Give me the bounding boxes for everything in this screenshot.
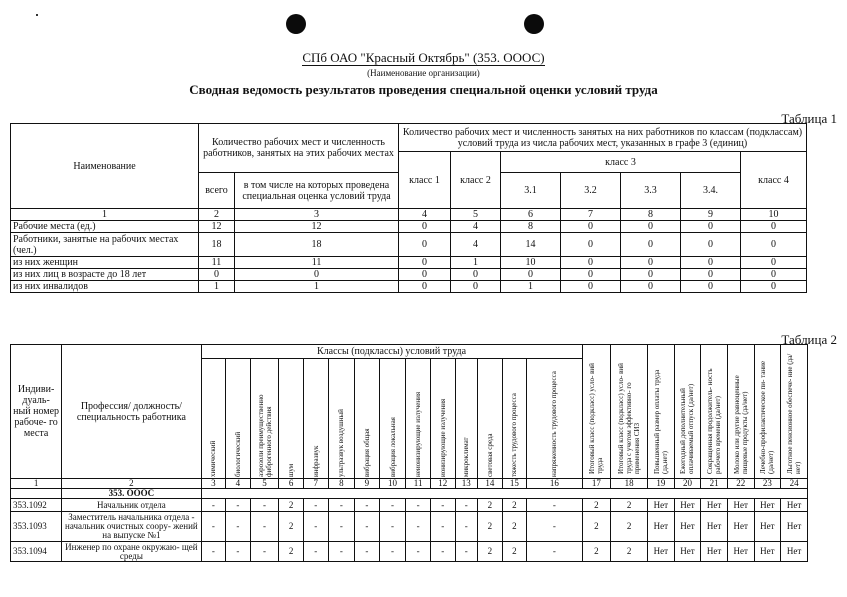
t2-cell: - [430, 542, 455, 562]
t1-column-numbers [11, 209, 807, 221]
t1-header-class3: класс 3 [501, 152, 741, 173]
t2-workplace-id: 353.1093 [11, 512, 62, 542]
t1-cell: 0 [681, 221, 741, 233]
t1-row-label: из них лиц в возрасте до 18 лет [11, 269, 199, 281]
t2-header-factor [527, 359, 582, 479]
t2-header-factor [328, 359, 355, 479]
t2-col-number: 20 [674, 479, 701, 489]
t1-cell: 18 [199, 233, 235, 257]
t2-cell: 2 [582, 542, 611, 562]
t2-cell: Нет [781, 499, 808, 512]
t2-cell: - [379, 512, 406, 542]
t2-header-factor [430, 359, 455, 479]
t2-cell: 2 [279, 499, 304, 512]
t2-col-number: 11 [406, 479, 431, 489]
t2-header-factor-label: химический [209, 440, 218, 477]
t1-cell: 1 [451, 257, 501, 269]
t2-profession: Начальник отдела [62, 499, 201, 512]
t2-col-number: 9 [355, 479, 380, 489]
t2-col-number: 13 [455, 479, 478, 489]
t1-header-name: Наименование [11, 124, 199, 209]
t2-header-factor [502, 359, 527, 479]
t2-header-profession: Профессия/ должность/ специальность работника [62, 345, 201, 479]
t2-cell: 2 [611, 499, 648, 512]
t2-cell: - [527, 499, 582, 512]
scan-speck [36, 14, 38, 16]
t2-cell: - [250, 512, 279, 542]
t2-header-result-3: Повышенный размер оплаты труда (да,нет) [648, 345, 675, 479]
table-row [11, 257, 807, 269]
t2-header-factor [279, 359, 304, 479]
t2-cell: Нет [754, 512, 781, 542]
punch-hole-left [286, 14, 306, 34]
t1-cell: 4 [451, 221, 501, 233]
t2-header-result-1: Итоговый класс (подкласс) усло- вий труда [582, 345, 611, 479]
t1-cell: 0 [621, 281, 681, 293]
t2-cell: Нет [781, 512, 808, 542]
t1-cell: 0 [681, 269, 741, 281]
t2-cell: 2 [582, 512, 611, 542]
t2-col-number: 22 [727, 479, 754, 489]
t1-cell: 0 [561, 233, 621, 257]
t2-cell: - [355, 512, 380, 542]
t1-col-number: 8 [621, 209, 681, 221]
t2-col-number: 8 [328, 479, 355, 489]
t2-header-factor [303, 359, 328, 479]
t1-col-number: 2 [199, 209, 235, 221]
t1-cell: 0 [621, 233, 681, 257]
t2-cell: - [328, 542, 355, 562]
t1-row-label: Работники, занятые на рабочих местах (чел.) [11, 233, 199, 257]
t2-cell: - [328, 499, 355, 512]
t2-cell: - [455, 512, 478, 542]
t2-header-factor [226, 359, 251, 479]
t1-header-class31: 3.1 [501, 173, 561, 209]
t2-header-result-6: Молоко или другие равноценные пищевые продукты (да/нет) [727, 345, 754, 479]
t1-cell: 0 [741, 269, 807, 281]
t1-header-class4: класс 4 [741, 152, 807, 209]
t1-cell: 0 [399, 233, 451, 257]
t1-col-number: 7 [561, 209, 621, 221]
t1-header-class2: класс 2 [451, 152, 501, 209]
t2-col-number: 19 [648, 479, 675, 489]
t2-header-factor-label: вибрация локальная [388, 416, 397, 477]
t2-col-number: 4 [226, 479, 251, 489]
t1-cell: 0 [741, 233, 807, 257]
t2-cell: - [303, 542, 328, 562]
t2-cell: - [406, 512, 431, 542]
t1-col-number: 9 [681, 209, 741, 221]
table-row [11, 281, 807, 293]
t1-header-class1: класс 1 [399, 152, 451, 209]
t1-col-number: 10 [741, 209, 807, 221]
t1-cell: 0 [621, 269, 681, 281]
t1-header-class32: 3.2 [561, 173, 621, 209]
t2-cell: 2 [582, 499, 611, 512]
t2-cell: - [355, 542, 380, 562]
t1-col-number: 6 [501, 209, 561, 221]
t2-col-number: 16 [527, 479, 582, 489]
t2-header-factor [406, 359, 431, 479]
t2-header-result-5: Сокращенная продолжитель- ность рабочего времени (да/нет) [701, 345, 728, 479]
t2-cell: Нет [648, 499, 675, 512]
t2-cell: 2 [478, 499, 503, 512]
t1-cell: 0 [621, 257, 681, 269]
t2-workplace-id: 353.1094 [11, 542, 62, 562]
t2-col-number: 5 [250, 479, 279, 489]
t2-header-factor-label: неионизирующие излучения [414, 391, 423, 477]
table-row [11, 269, 807, 281]
t2-cell: - [379, 542, 406, 562]
t2-cell: 2 [502, 512, 527, 542]
t2-cell: - [430, 499, 455, 512]
t1-header-assessed: в том числе на которых проведена специальная оценка условий труда [235, 173, 399, 209]
t1-cell: 0 [561, 281, 621, 293]
t2-cell: - [201, 499, 226, 512]
t2-cell: - [328, 512, 355, 542]
t2-cell: 2 [478, 542, 503, 562]
t1-cell: 18 [235, 233, 399, 257]
t2-header-result-8: Льготное пенсионное обеспече- ние (да/нет) [781, 345, 808, 479]
t1-cell: 0 [451, 281, 501, 293]
t2-cell: Нет [701, 512, 728, 542]
t1-cell: 0 [561, 269, 621, 281]
t2-section-title: 353. ОООС [62, 489, 201, 499]
t2-cell: Нет [754, 542, 781, 562]
t1-col-number: 1 [11, 209, 199, 221]
t2-cell: - [201, 512, 226, 542]
t1-cell: 1 [235, 281, 399, 293]
t2-header-factor-label: инфразвук [311, 445, 320, 477]
t2-cell: Нет [754, 499, 781, 512]
t2-header-result-7: Лечебно-профилактическое пи- тание (да/нет) [754, 345, 781, 479]
t2-header-factor [379, 359, 406, 479]
t2-cell: 2 [279, 512, 304, 542]
t1-cell: 0 [399, 269, 451, 281]
t2-cell: Нет [648, 512, 675, 542]
t1-cell: 12 [199, 221, 235, 233]
t1-col-number: 3 [235, 209, 399, 221]
t1-cell: 11 [235, 257, 399, 269]
t1-col-number: 4 [399, 209, 451, 221]
t1-body [11, 221, 807, 293]
t1-cell: 0 [561, 221, 621, 233]
t2-col-number: 1 [11, 479, 62, 489]
t2-cell: 2 [502, 542, 527, 562]
t2-cell: Нет [648, 542, 675, 562]
t2-col-number: 23 [754, 479, 781, 489]
t2-header-classes: Классы (подклассы) условий труда [201, 345, 582, 359]
t1-cell: 0 [681, 233, 741, 257]
t1-cell: 0 [451, 269, 501, 281]
t2-cell: Нет [674, 499, 701, 512]
t2-workplace-id: 353.1092 [11, 499, 62, 512]
t2-cell: - [355, 499, 380, 512]
t2-header-factor-label: шум [287, 463, 296, 477]
table2-caption: Таблица 2 [781, 332, 837, 347]
t2-col-number: 17 [582, 479, 611, 489]
t1-header-count: Количество рабочих мест и численность работников, занятых на этих рабочих местах [199, 124, 399, 173]
t2-header-factor-label: ультразвук воздушный [337, 408, 346, 477]
t2-col-number: 18 [611, 479, 648, 489]
t2-cell: - [455, 499, 478, 512]
t2-col-number: 6 [279, 479, 304, 489]
t2-col-number: 21 [701, 479, 728, 489]
table-row [11, 542, 808, 562]
organization-name: СПб ОАО "Красный Октябрь" (353. ОООС) [302, 50, 545, 65]
table-row [11, 512, 808, 542]
t2-cell: 2 [279, 542, 304, 562]
t2-col-number: 24 [781, 479, 808, 489]
t1-cell: 0 [621, 221, 681, 233]
t2-header-factor-label: микроклимат [462, 436, 471, 477]
table-row [11, 233, 807, 257]
t2-col-number: 10 [379, 479, 406, 489]
t1-cell: 8 [501, 221, 561, 233]
t2-header-result-2: Итоговый класс (подкласс) усло- вий труда с учетом эффективно- го применения СИЗ [611, 345, 648, 479]
t1-cell: 0 [741, 221, 807, 233]
t2-cell: 2 [611, 512, 648, 542]
table-row [11, 221, 807, 233]
t2-col-number: 3 [201, 479, 226, 489]
t2-col-number: 2 [62, 479, 201, 489]
t2-cell: Нет [727, 512, 754, 542]
workplaces-table [10, 344, 808, 562]
t2-cell: Нет [781, 542, 808, 562]
t2-header-factor-label: аэрозоли преимущественно фиброгенного действия [256, 394, 273, 477]
t2-cell: 2 [478, 512, 503, 542]
t1-cell: 1 [199, 281, 235, 293]
t2-cell: Нет [727, 499, 754, 512]
t1-cell: 0 [681, 257, 741, 269]
t1-header-total: всего [199, 173, 235, 209]
t2-cell: - [406, 542, 431, 562]
t2-cell: - [527, 512, 582, 542]
t2-header-factor-label: напряженность трудового процесса [550, 370, 559, 477]
t2-cell: - [406, 499, 431, 512]
t2-cell: - [455, 542, 478, 562]
t2-header-result-4: Ежегодный дополнительный оплачиваемый отпуск (да/нет) [674, 345, 701, 479]
t2-header-id: Индиви- дуаль- ный номер рабоче- го места [11, 345, 62, 479]
t1-cell: 11 [199, 257, 235, 269]
t2-cell: - [226, 499, 251, 512]
t1-cell: 0 [561, 257, 621, 269]
t1-header-classes: Количество рабочих мест и численность занятых на них работников по классам (подклассам) условий труда из числа рабочих мест, указанных в графе 3 (единиц) [399, 124, 807, 152]
t2-header-factor [478, 359, 503, 479]
t1-row-label: Рабочие места (ед.) [11, 221, 199, 233]
t2-header-factor-label: световая среда [485, 432, 494, 477]
table-row [11, 499, 808, 512]
t2-col-number: 15 [502, 479, 527, 489]
t2-header-factor-label: тяжесть трудового процесса [510, 392, 519, 477]
t2-cell: - [250, 542, 279, 562]
t1-cell: 0 [199, 269, 235, 281]
t1-cell: 0 [741, 281, 807, 293]
t2-header-factor-label: ионизирующие излучения [438, 398, 447, 477]
t2-profession: Инженер по охране окружаю- щей среды [62, 542, 201, 562]
t1-cell: 0 [501, 269, 561, 281]
t2-cell: 2 [611, 542, 648, 562]
t1-cell: 0 [399, 281, 451, 293]
t1-row-label: из них женщин [11, 257, 199, 269]
t2-col-number: 7 [303, 479, 328, 489]
t1-cell: 10 [501, 257, 561, 269]
t2-col-number: 14 [478, 479, 503, 489]
t1-cell: 0 [235, 269, 399, 281]
t2-col-number: 12 [430, 479, 455, 489]
t1-header-class33: 3.3 [621, 173, 681, 209]
t1-cell: 4 [451, 233, 501, 257]
t1-cell: 0 [741, 257, 807, 269]
t2-body [11, 499, 808, 562]
t2-cell: Нет [674, 542, 701, 562]
t2-column-numbers [11, 479, 808, 489]
t2-cell: - [226, 512, 251, 542]
document-title: Сводная ведомость результатов проведения специальной оценки условий труда [189, 82, 658, 97]
t1-col-number: 5 [451, 209, 501, 221]
t2-header-factor [201, 359, 226, 479]
summary-table [10, 123, 807, 293]
t1-cell: 0 [399, 257, 451, 269]
punch-hole-right [524, 14, 544, 34]
t2-cell: Нет [701, 542, 728, 562]
t2-header-factor [250, 359, 279, 479]
t2-header-factor [355, 359, 380, 479]
t1-row-label: из них инвалидов [11, 281, 199, 293]
t2-section-fill [201, 489, 807, 499]
t2-cell: - [303, 512, 328, 542]
t2-section-blank [11, 489, 62, 499]
t1-cell: 0 [399, 221, 451, 233]
t1-cell: 14 [501, 233, 561, 257]
t2-cell: - [201, 542, 226, 562]
t2-profession: Заместитель начальника отдела - начальник очистных соору- жений на выпуске №1 [62, 512, 201, 542]
t2-header-factor [455, 359, 478, 479]
t2-cell: Нет [674, 512, 701, 542]
t2-cell: - [226, 542, 251, 562]
t1-cell: 12 [235, 221, 399, 233]
t2-header-factor-label: вибрация общая [362, 428, 371, 477]
table1-caption: Таблица 1 [781, 111, 837, 126]
t2-cell: - [303, 499, 328, 512]
t1-cell: 0 [681, 281, 741, 293]
organization-caption: (Наименование организации) [367, 68, 480, 78]
t2-cell: Нет [727, 542, 754, 562]
t2-header-factor-label: биологический [233, 431, 242, 477]
t1-header-class34: 3.4. [681, 173, 741, 209]
t2-cell: - [250, 499, 279, 512]
t2-cell: - [379, 499, 406, 512]
t1-cell: 1 [501, 281, 561, 293]
t2-cell: 2 [502, 499, 527, 512]
t2-cell: - [430, 512, 455, 542]
t2-cell: Нет [701, 499, 728, 512]
t2-cell: - [527, 542, 582, 562]
